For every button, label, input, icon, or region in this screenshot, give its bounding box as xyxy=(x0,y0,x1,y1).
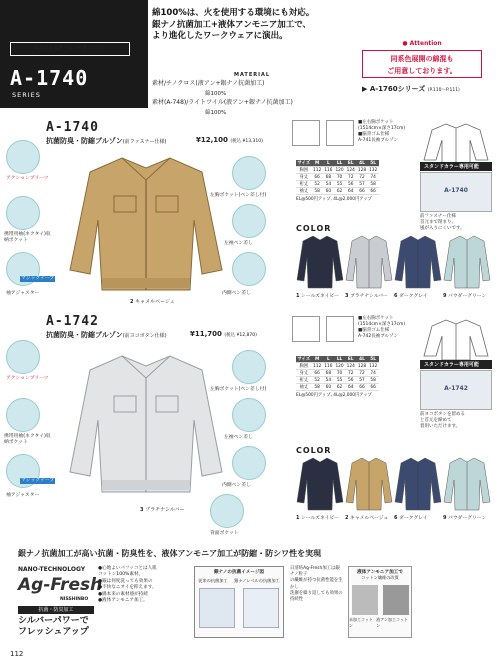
product2-size-table xyxy=(296,356,379,391)
color-jacket-icon xyxy=(394,456,442,512)
diagram-right-label: 銀ナノレベルの抗菌加工 xyxy=(234,578,280,583)
antibac-band: 抗菌・防臭加工 xyxy=(18,606,94,614)
product1-color-title: COLOR xyxy=(296,224,332,233)
callout2-inner: 内側ペン差し xyxy=(222,483,251,488)
product2-color-title: COLOR xyxy=(296,446,332,455)
detail2-pen-photo xyxy=(232,398,266,432)
size-table-cell: 72 xyxy=(356,174,367,181)
color-label xyxy=(296,292,344,299)
size-table-cell: 120 xyxy=(335,363,344,369)
product2-collar-photo xyxy=(420,370,492,410)
product2-price-value: ¥11,700 xyxy=(190,330,222,338)
size-table-cell: 72 xyxy=(345,174,356,181)
product2-jacket-image xyxy=(62,348,230,500)
callout-pen: 左袖ペン差し xyxy=(224,241,253,246)
color-number: 3 xyxy=(345,293,349,299)
product1-collar-photo xyxy=(420,172,492,212)
size-table-row xyxy=(296,167,379,174)
size-table-cell: 60 xyxy=(323,188,334,195)
size-table-cell: 128 xyxy=(357,167,367,173)
color-name: ブラチナシルバー xyxy=(350,294,388,299)
product1-caption xyxy=(130,298,175,305)
detail2-chest-photo xyxy=(232,350,266,384)
series-label: SERIES xyxy=(12,91,41,99)
size-table-cell: 124 xyxy=(346,167,355,173)
size-table-cell: 72 xyxy=(345,370,356,377)
color-number: 1 xyxy=(296,293,300,299)
color-number: 6 xyxy=(394,515,398,521)
product1-price xyxy=(196,136,263,144)
size-table-cell: 袖丈 xyxy=(296,188,312,195)
detail2-sleeve-photo xyxy=(6,398,40,432)
product2-spec-3: ■脇背ゴム仕様 xyxy=(358,328,390,333)
callout-inner: 内側ペン差し xyxy=(222,291,251,296)
product1-name-text: 抗菌防臭・防縮ブルゾン xyxy=(46,137,123,145)
product1-specs xyxy=(358,120,405,144)
size-table-cell: サイズ xyxy=(297,357,311,362)
product1-swatch-code: A-1740 xyxy=(444,187,468,194)
size-table-cell: 70 xyxy=(334,174,345,181)
size-table-cell: 128 xyxy=(357,363,367,369)
ammonia-title: 液体アンモニア加工で xyxy=(357,570,403,575)
product2-name-sub: (前ヨコボタン仕様) xyxy=(122,333,167,339)
feature-5: ●綿本来の素材感が持続 xyxy=(98,591,148,597)
size-table-cell: 52 xyxy=(312,377,323,384)
size-table-cell: 68 xyxy=(323,370,334,377)
color-jacket-icon xyxy=(345,456,393,512)
size-table-row xyxy=(296,174,379,181)
color-jacket-icon xyxy=(296,456,344,512)
detail-pleat-photo xyxy=(6,140,40,174)
size-table-cell: 54 xyxy=(323,181,334,188)
product2-swatch-note-1: 前ヨコボタンを留める xyxy=(420,412,465,417)
color-jacket-icon xyxy=(394,234,442,290)
size-table-cell: EL xyxy=(345,356,356,363)
feature-2: コットン100%素材。 xyxy=(98,572,144,578)
size-table-cell: 70 xyxy=(334,370,345,377)
color-option xyxy=(345,456,393,521)
attention-line-2: ご用意しております。 xyxy=(387,67,457,75)
color-label xyxy=(443,514,491,521)
size-table-cell: 胸囲 xyxy=(296,363,312,370)
product1-swatch-label: スタンドカラー専用可能 xyxy=(420,162,492,171)
size-table-cell: 62 xyxy=(334,384,345,391)
size-table-cell: サイズ xyxy=(297,161,311,166)
color-jacket-icon xyxy=(345,234,393,290)
size-table-cell: 62 xyxy=(334,188,345,195)
size-table-row xyxy=(296,188,379,195)
color-option xyxy=(443,234,491,299)
product2-caption-no: 3 xyxy=(140,507,144,513)
product2-spec-2: (1514cm×深さ17cm) xyxy=(358,322,406,327)
size-table-cell: L xyxy=(323,160,334,167)
size-table-cell: 52 xyxy=(312,181,323,188)
diagram-left-figure xyxy=(199,588,235,628)
color-option xyxy=(443,456,491,521)
size-table-cell: 72 xyxy=(356,370,367,377)
size-table-cell: 身丈 xyxy=(296,370,312,377)
detail-inner-photo xyxy=(232,252,266,286)
product2-swatch-note xyxy=(420,412,492,430)
agfresh-desc-3: 洗濯を繰り返しても効果の持続性 xyxy=(290,590,343,603)
size-table-cell: 4L xyxy=(356,356,367,363)
product2-swatch-label: スタンドカラー専用可能 xyxy=(420,360,492,369)
size-table-row xyxy=(296,384,379,391)
page-number: 112 xyxy=(10,650,24,658)
product1-swatch-note-3: 風が入りにくいです。 xyxy=(420,226,465,231)
color-name: ダークグレイ xyxy=(399,516,428,521)
size-table-cell: 112 xyxy=(313,363,322,369)
size-table-cell: 57 xyxy=(356,181,367,188)
color-name: シールズネイビー xyxy=(301,294,339,299)
size-table-cell: 袖丈 xyxy=(296,384,312,391)
size-table-row xyxy=(296,377,379,384)
related-series-name: A-1760シリーズ xyxy=(369,85,426,93)
product2-specs xyxy=(358,316,405,340)
size-table-cell: EL xyxy=(345,160,356,167)
product1-spec-4: A-741長袖ブルゾン xyxy=(358,138,399,143)
product1-swatch-note-2: 首元まで閉まり、 xyxy=(420,220,456,225)
color-name: キャメルベージュ xyxy=(350,516,389,521)
attention-title: ● Attention xyxy=(402,40,442,47)
size-table-cell: 裄丈 xyxy=(296,377,312,384)
fabric-icon-2 xyxy=(326,120,354,146)
size-table-cell: 5L xyxy=(368,160,379,167)
series-number: A-1740 xyxy=(10,66,89,90)
detail2-pleat-photo xyxy=(6,340,40,374)
callout2-pen: 左袖ペン差し xyxy=(224,435,253,440)
fabric2-icon-2 xyxy=(326,316,354,342)
size-table-cell: 64 xyxy=(345,188,356,195)
product1-price-note: (税込 ¥13,310) xyxy=(230,139,263,144)
ammonia-box xyxy=(348,566,412,638)
headline-line-2: 銀ナノ抗菌加工+液体アンモニア加工で、 xyxy=(152,19,312,30)
headline-line-3: より進化したワークウェアに演出。 xyxy=(152,31,288,41)
size-table-cell: LL xyxy=(334,356,345,363)
size-table-cell: 66 xyxy=(368,188,379,195)
callout2-hem: 背面ポケット xyxy=(210,531,239,536)
size-table-cell: 58 xyxy=(368,377,379,384)
size-table-cell: 58 xyxy=(312,188,323,195)
size-table-cell: 132 xyxy=(369,363,378,369)
color-name: シールズネイビー xyxy=(301,516,339,521)
ammonia-right-label: 液アン加工コットン xyxy=(376,617,408,628)
size-table-cell: 66 xyxy=(312,174,323,181)
size-table-cell: 57 xyxy=(356,377,367,384)
callout-chest: 左胸ポケット(ペン差し付) xyxy=(210,193,267,198)
color-number: 9 xyxy=(443,515,447,521)
size-table-cell: 55 xyxy=(334,181,345,188)
product2-color-swatches xyxy=(296,456,492,536)
material-1: 素材/チノクロス(液アン+銀ナノ抗菌加工) xyxy=(152,80,265,87)
detail-chest-photo xyxy=(232,156,266,190)
size-table-cell: 58 xyxy=(368,181,379,188)
detail-pen-photo xyxy=(232,204,266,238)
diagram-title: 銀ナノの抗菌イメージ図 xyxy=(213,570,265,575)
size-table-cell: 132 xyxy=(369,167,378,173)
product1-spec-1: ■左右胸ポケット xyxy=(358,120,394,125)
headline-line-1: 綿100%は、火を使用する環境にも対応。 xyxy=(152,8,315,18)
color-label xyxy=(345,514,393,521)
color-label xyxy=(394,292,442,299)
attention-title-text: Attention xyxy=(409,40,442,47)
callout-velcro: マジックテープ xyxy=(21,276,55,281)
silver-power-text xyxy=(18,616,89,638)
color-option xyxy=(394,234,442,299)
product1-size-table xyxy=(296,160,379,195)
product1-color-swatches xyxy=(296,234,492,304)
color-option xyxy=(394,456,442,521)
ammonia-subtitle: コットン繊維の改質 xyxy=(361,575,399,580)
product2-name xyxy=(46,330,167,340)
product1-jacket-image xyxy=(62,150,230,298)
color-label xyxy=(443,292,491,299)
brand-logo: ANDARE SCHIETTI® xyxy=(10,42,130,56)
product1-flat-sketch xyxy=(420,120,492,166)
callout2-chest: 左胸ポケット(ペン差し付) xyxy=(210,387,267,392)
product2-flat-sketch xyxy=(420,316,492,362)
related-series-pages: (P.110〜P.111) xyxy=(427,88,460,93)
ammonia-right-photo xyxy=(383,585,409,615)
material-1-pct: 綿100% xyxy=(205,91,227,97)
product2-caption-text: ブラチナシルバー xyxy=(145,507,185,513)
size-table-cell: 66 xyxy=(356,188,367,195)
color-label xyxy=(296,514,344,521)
color-option xyxy=(345,234,393,299)
size-table-cell: 124 xyxy=(346,363,355,369)
ammonia-left-photo xyxy=(352,585,378,615)
color-number: 9 xyxy=(443,293,447,299)
size-table-cell: 66 xyxy=(368,384,379,391)
attention-line-1: 同系色展開の綿混も xyxy=(390,55,454,63)
product2-swatch-note-2: と首元を締めて xyxy=(420,418,452,423)
size-table-cell: 68 xyxy=(323,174,334,181)
size-table-cell: 55 xyxy=(334,377,345,384)
color-name: パウダーグリーン xyxy=(448,294,487,299)
callout2-pleat: アクションプリーツ xyxy=(6,376,49,381)
size-table-cell: 66 xyxy=(356,384,367,391)
product2-swatch-note-3: 着用いただけます。 xyxy=(420,424,461,429)
color-number: 2 xyxy=(345,515,349,521)
color-label xyxy=(394,514,442,521)
product1-spec-3: ■脇背ゴム仕様 xyxy=(358,132,390,137)
feature-6: ●液体アンモニア加工。 xyxy=(98,598,148,604)
agfresh-desc-1: 日清紡Ag-Fresh加工は銀ナノ粒子 xyxy=(290,566,340,578)
size-table-cell: 58 xyxy=(312,384,323,391)
nisshinbo-label: NISSHINBO xyxy=(60,597,89,602)
size-table-cell: 56 xyxy=(345,377,356,384)
color-jacket-icon xyxy=(296,234,344,290)
detail-sleeve-photo xyxy=(6,196,40,230)
size-table-cell: 66 xyxy=(312,370,323,377)
product1-name-sub: (前ファスナー仕様) xyxy=(122,139,167,145)
size-table-cell: M xyxy=(312,160,323,167)
product2-caption xyxy=(140,506,185,513)
size-table-cell: 54 xyxy=(323,377,334,384)
size-table-row xyxy=(296,181,379,188)
color-name: パウダーグリーン xyxy=(448,516,487,521)
callout2-sleeve: 携帯用袖(ネクタイ)収納ポケット xyxy=(4,434,51,445)
attention-box xyxy=(362,50,482,78)
callout-adjuster: 袖アジャスター xyxy=(6,291,40,296)
product1-swatch-note-1: 前ファスナー仕様 xyxy=(420,214,456,219)
size-table-cell: 4L xyxy=(356,160,367,167)
size-table-cell: 74 xyxy=(368,370,379,377)
material-label: MATERIAL xyxy=(233,72,271,78)
size-table-cell: 120 xyxy=(335,167,344,173)
product1-spec-2: (1514cm×深さ17cm) xyxy=(358,126,406,131)
product2-price-note: (税込 ¥12,870) xyxy=(224,333,257,338)
detail2-inner-photo xyxy=(232,446,266,480)
callout-pleat: アクションプリーツ xyxy=(6,176,49,181)
feature-3: ●銀は何度洗っても効果の xyxy=(98,578,153,584)
material-2: 素材(A-748)/ライトツイル(液アン+銀ナノ抗菌加工) xyxy=(152,99,293,106)
material-2-pct: 綿100% xyxy=(205,110,227,116)
color-option xyxy=(296,234,344,299)
color-jacket-icon xyxy=(443,456,491,512)
related-series-link[interactable]: ▶ A-1760シリーズ (P.110〜P.111) xyxy=(362,85,460,93)
callout2-adjuster: 袖アジャスター xyxy=(6,493,40,498)
product1-caption-text: キャメルベージュ xyxy=(135,299,175,305)
color-name: ダークグレイ xyxy=(399,294,428,299)
feature-list xyxy=(98,566,190,604)
product1-price-value: ¥12,100 xyxy=(196,136,228,144)
size-table-cell: 116 xyxy=(324,167,333,173)
fabric2-icon-1 xyxy=(292,316,320,342)
color-number: 1 xyxy=(296,515,300,521)
diagram-right-figure xyxy=(243,588,279,628)
product2-spec-1: ■左右胸ポケット xyxy=(358,316,394,321)
agfresh-description xyxy=(290,566,344,603)
size-table-cell: 64 xyxy=(345,384,356,391)
color-jacket-icon xyxy=(443,234,491,290)
product1-size-note: EL@500円アップ, 4L@2,000円アップ xyxy=(296,197,372,202)
size-table-cell: L xyxy=(323,356,334,363)
product2-name-text: 抗菌防臭・防縮ブルゾン xyxy=(46,331,123,339)
color-number: 6 xyxy=(394,293,398,299)
product2-swatch-code: A-1742 xyxy=(444,385,468,392)
size-table-cell: 74 xyxy=(368,174,379,181)
fabric-icon-1 xyxy=(292,120,320,146)
product1-caption-no: 2 xyxy=(130,299,134,305)
feature-4: ●不快なニオイを抑えます。 xyxy=(98,585,157,591)
product2-spec-4: A-742長袖ブルゾン xyxy=(358,334,399,339)
bottom-headline: 銀ナノ抗菌加工が高い抗菌・防臭性を、液体アンモニア加工が防縮・防シワ性を実現 xyxy=(18,549,322,558)
size-table-cell: M xyxy=(312,356,323,363)
product2-size-note: EL@500円アップ, 4L@2,000円アップ xyxy=(296,393,372,398)
size-table-row xyxy=(296,363,379,370)
size-table-cell: 裄丈 xyxy=(296,181,312,188)
feature-1: ●心地よいパフッコとは人肌 xyxy=(98,566,157,571)
diagram-left-label: 従来の抗菌加工 xyxy=(198,578,228,583)
nano-tech-label: NANO-TECHNOLOGY xyxy=(18,566,86,573)
size-table-cell: 5L xyxy=(368,356,379,363)
product1-swatch-note xyxy=(420,214,492,232)
silver-nano-diagram xyxy=(194,566,284,638)
size-table-cell: 112 xyxy=(313,167,322,173)
size-table-cell: 56 xyxy=(345,181,356,188)
size-table-cell: 60 xyxy=(323,384,334,391)
color-label xyxy=(345,292,393,299)
size-table-row xyxy=(296,370,379,377)
size-table-cell: 胸囲 xyxy=(296,167,312,174)
headline xyxy=(152,8,352,43)
product1-name xyxy=(46,136,166,146)
product2-code: A-1742 xyxy=(46,314,99,329)
size-table-cell: 116 xyxy=(324,363,333,369)
color-option xyxy=(296,456,344,521)
size-table-cell: LL xyxy=(334,160,345,167)
silver-line-1: シルバーパワーで xyxy=(18,616,89,626)
callout-sleeve: 携帯用袖(ネクタイ)収納ポケット xyxy=(4,232,51,243)
silver-line-2: フレッシュアップ xyxy=(18,627,89,637)
agfresh-logo: Ag-Fresh xyxy=(18,575,103,595)
product1-code: A-1740 xyxy=(46,120,99,135)
product2-price xyxy=(190,330,257,338)
agfresh-desc-2: の繊維が持つ抗菌性能を生かし xyxy=(290,578,343,590)
size-table-cell: 身丈 xyxy=(296,174,312,181)
ammonia-left-label: 未加工コットン xyxy=(349,617,373,628)
callout2-velcro: マジックテープ xyxy=(21,478,55,483)
